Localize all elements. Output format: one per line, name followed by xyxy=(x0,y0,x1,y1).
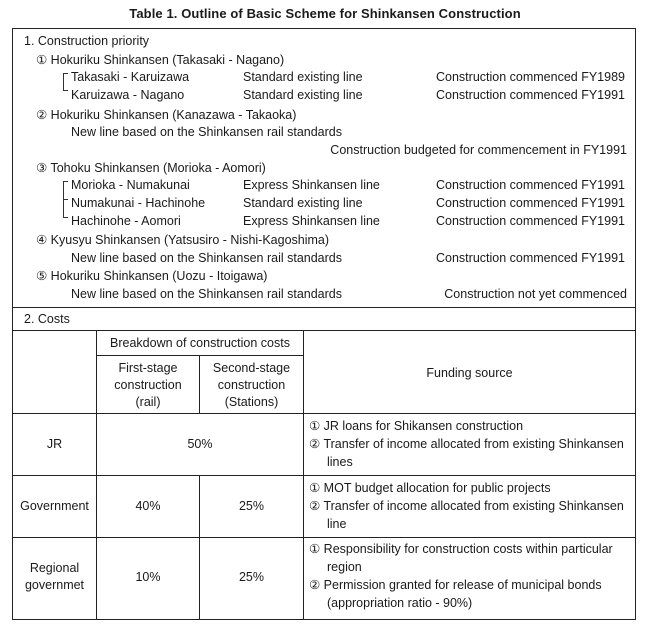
cost-jr-combined: 50% xyxy=(187,437,213,451)
section1-heading: 1. Construction priority xyxy=(24,34,150,48)
funding-text: lines xyxy=(327,455,353,469)
route-text: Hachinohe - Aomori xyxy=(71,214,181,228)
status-text: Construction not yet commenced xyxy=(444,287,627,301)
entity-regional-line1: Regional xyxy=(29,561,80,575)
group4-label: ④ Kyusyu Shinkansen (Yatsusiro - Nishi-Kagoshima) xyxy=(36,233,330,247)
group1-label: ① Hokuriku Shinkansen (Takasaki - Nagano) xyxy=(36,53,285,67)
second-stage-line2: construction xyxy=(217,378,286,392)
funding-text: ① Responsibility for construction costs within particular xyxy=(309,542,613,556)
entity-government: Government xyxy=(20,499,89,513)
status-text: Construction commenced FY1991 xyxy=(436,251,625,265)
status-text: Construction commenced FY1989 xyxy=(436,70,625,84)
first-stage-line2: construction xyxy=(114,378,182,392)
costs-header-top xyxy=(13,330,635,331)
second-stage-line1: Second-stage xyxy=(212,361,291,375)
group3-label: ③ Tohoku Shinkansen (Morioka - Aomori) xyxy=(36,161,266,175)
funding-text: ① JR loans for Shikansen construction xyxy=(309,419,524,433)
group1-bracket xyxy=(63,73,64,91)
status-text: Construction commenced FY1991 xyxy=(436,214,625,228)
cost-regional-first: 10% xyxy=(135,570,161,584)
line-type-text: New line based on the Shinkansen rail standards xyxy=(71,125,343,139)
section2-heading: 2. Costs xyxy=(24,312,70,326)
funding-text: line xyxy=(327,517,347,531)
cost-government-second: 25% xyxy=(238,499,265,513)
breakdown-header: Breakdown of construction costs xyxy=(110,336,290,350)
funding-text: region xyxy=(327,560,362,574)
route-text: Takasaki - Karuizawa xyxy=(71,70,190,84)
funding-text: ② Transfer of income allocated from existing Shinkansen xyxy=(309,437,624,451)
funding-text: ② Transfer of income allocated from existing Shinkansen xyxy=(309,499,624,513)
route-text: Karuizawa - Nagano xyxy=(71,88,185,102)
line-type-text: New line based on the Shinkansen rail standards xyxy=(71,287,343,301)
line-type-text: Standard existing line xyxy=(243,88,363,102)
funding-text: (appropriation ratio - 90%) xyxy=(327,596,473,610)
line-type-text: Standard existing line xyxy=(243,196,363,210)
group5-label: ⑤ Hokuriku Shinkansen (Uozu - Itoigawa) xyxy=(36,269,268,283)
status-text: Construction budgeted for commencement in FY1991 xyxy=(330,143,627,157)
first-stage-line1: First-stage xyxy=(118,361,178,375)
status-text: Construction commenced FY1991 xyxy=(436,88,625,102)
line-type-text: Express Shinkansen line xyxy=(243,178,380,192)
route-text: Numakunai - Hachinohe xyxy=(71,196,206,210)
entity-regional-line2: governmet xyxy=(24,578,85,592)
line-type-text: Express Shinkansen line xyxy=(243,214,380,228)
second-stage-line3: (Stations) xyxy=(224,395,279,409)
line-type-text: Standard existing line xyxy=(243,70,363,84)
entity-jr: JR xyxy=(46,437,63,451)
cost-regional-second: 25% xyxy=(238,570,265,584)
section-divider xyxy=(13,307,635,308)
first-stage-line3: (rail) xyxy=(135,395,161,409)
outline-table xyxy=(12,28,636,620)
funding-header: Funding source xyxy=(426,366,513,380)
funding-text: ① MOT budget allocation for public projects xyxy=(309,481,551,495)
status-text: Construction commenced FY1991 xyxy=(436,178,625,192)
route-text: Morioka - Numakunai xyxy=(71,178,190,192)
cost-government-first: 40% xyxy=(135,499,161,513)
line-type-text: New line based on the Shinkansen rail standards xyxy=(71,251,343,265)
status-text: Construction commenced FY1991 xyxy=(436,196,625,210)
table-title: Table 1. Outline of Basic Scheme for Shinkansen Construction xyxy=(129,6,521,21)
funding-text: ② Permission granted for release of municipal bonds xyxy=(309,578,602,592)
group2-label: ② Hokuriku Shinkansen (Kanazawa - Takaoka) xyxy=(36,108,297,122)
